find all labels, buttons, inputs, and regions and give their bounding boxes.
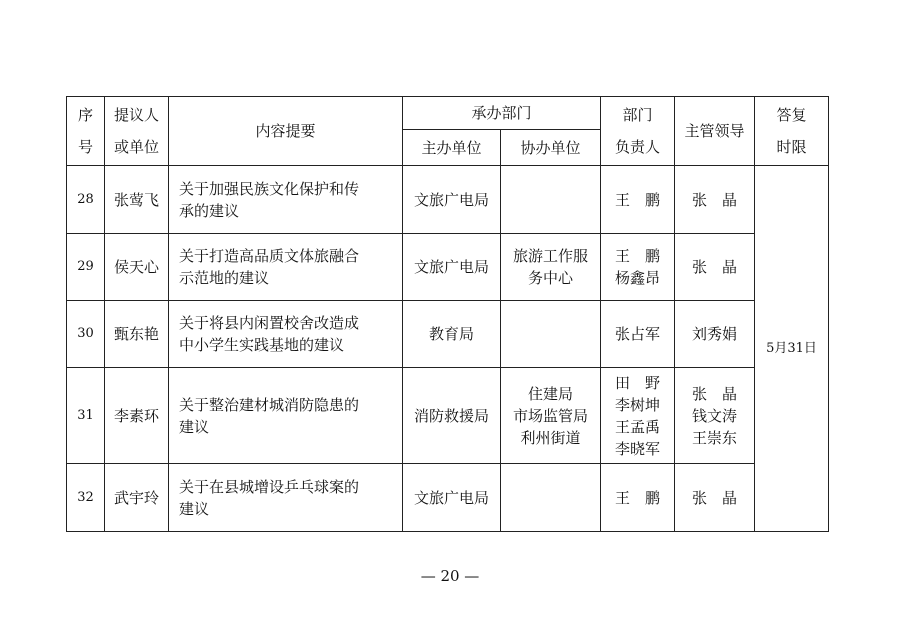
reply-deadline: 5月31日 — [755, 166, 829, 532]
row-number: 32 — [67, 464, 105, 532]
header-proposer: 提议人 或单位 — [105, 97, 169, 166]
row-content: 关于整治建材城消防隐患的 建议 — [169, 368, 403, 464]
row-proposer: 张莺飞 — [105, 166, 169, 234]
row-head: 王 鹏 — [601, 464, 675, 532]
header-reply: 答复 时限 — [755, 97, 829, 166]
header-leader: 主管领导 — [675, 97, 755, 166]
row-assist: 旅游工作服 务中心 — [501, 234, 601, 301]
header-assist: 协办单位 — [501, 130, 601, 166]
header-content: 内容提要 — [169, 97, 403, 166]
header-host: 主办单位 — [403, 130, 501, 166]
row-host: 消防救援局 — [403, 368, 501, 464]
row-content: 关于加强民族文化保护和传 承的建议 — [169, 166, 403, 234]
header-dept-head: 部门 负责人 — [601, 97, 675, 166]
row-proposer: 武宇玲 — [105, 464, 169, 532]
row-content: 关于打造高品质文体旅融合 示范地的建议 — [169, 234, 403, 301]
header-row-top — [67, 97, 829, 130]
row-proposer: 李素环 — [105, 368, 169, 464]
row-head: 张占军 — [601, 301, 675, 368]
row-number: 28 — [67, 166, 105, 234]
row-host: 文旅广电局 — [403, 166, 501, 234]
row-leader: 张 晶 — [675, 464, 755, 532]
row-assist: 住建局 市场监管局 利州街道 — [501, 368, 601, 464]
row-leader: 张 晶 钱文涛 王崇东 — [675, 368, 755, 464]
row-leader: 张 晶 — [675, 166, 755, 234]
row-proposer: 甄东艳 — [105, 301, 169, 368]
row-head: 王 鹏 — [601, 166, 675, 234]
row-head: 田 野 李树坤 王孟禹 李晓军 — [601, 368, 675, 464]
row-host: 文旅广电局 — [403, 464, 501, 532]
row-assist — [501, 301, 601, 368]
header-seq: 序 号 — [67, 97, 105, 166]
row-head: 王 鹏 杨鑫昂 — [601, 234, 675, 301]
page-number: — 20 — — [420, 567, 480, 585]
row-leader: 刘秀娟 — [675, 301, 755, 368]
row-number: 31 — [67, 368, 105, 464]
table-row — [67, 166, 829, 234]
row-host: 文旅广电局 — [403, 234, 501, 301]
row-leader: 张 晶 — [675, 234, 755, 301]
row-proposer: 侯天心 — [105, 234, 169, 301]
row-assist — [501, 166, 601, 234]
table-row — [67, 464, 829, 532]
row-number: 29 — [67, 234, 105, 301]
row-number: 30 — [67, 301, 105, 368]
table-row — [67, 301, 829, 368]
row-host: 教育局 — [403, 301, 501, 368]
row-content: 关于将县内闲置校舍改造成 中小学生实践基地的建议 — [169, 301, 403, 368]
table-row — [67, 368, 829, 464]
proposal-table — [66, 96, 829, 532]
row-content: 关于在县城增设乒乓球案的 建议 — [169, 464, 403, 532]
row-assist — [501, 464, 601, 532]
table-row — [67, 234, 829, 301]
header-undertaking: 承办部门 — [403, 97, 601, 130]
